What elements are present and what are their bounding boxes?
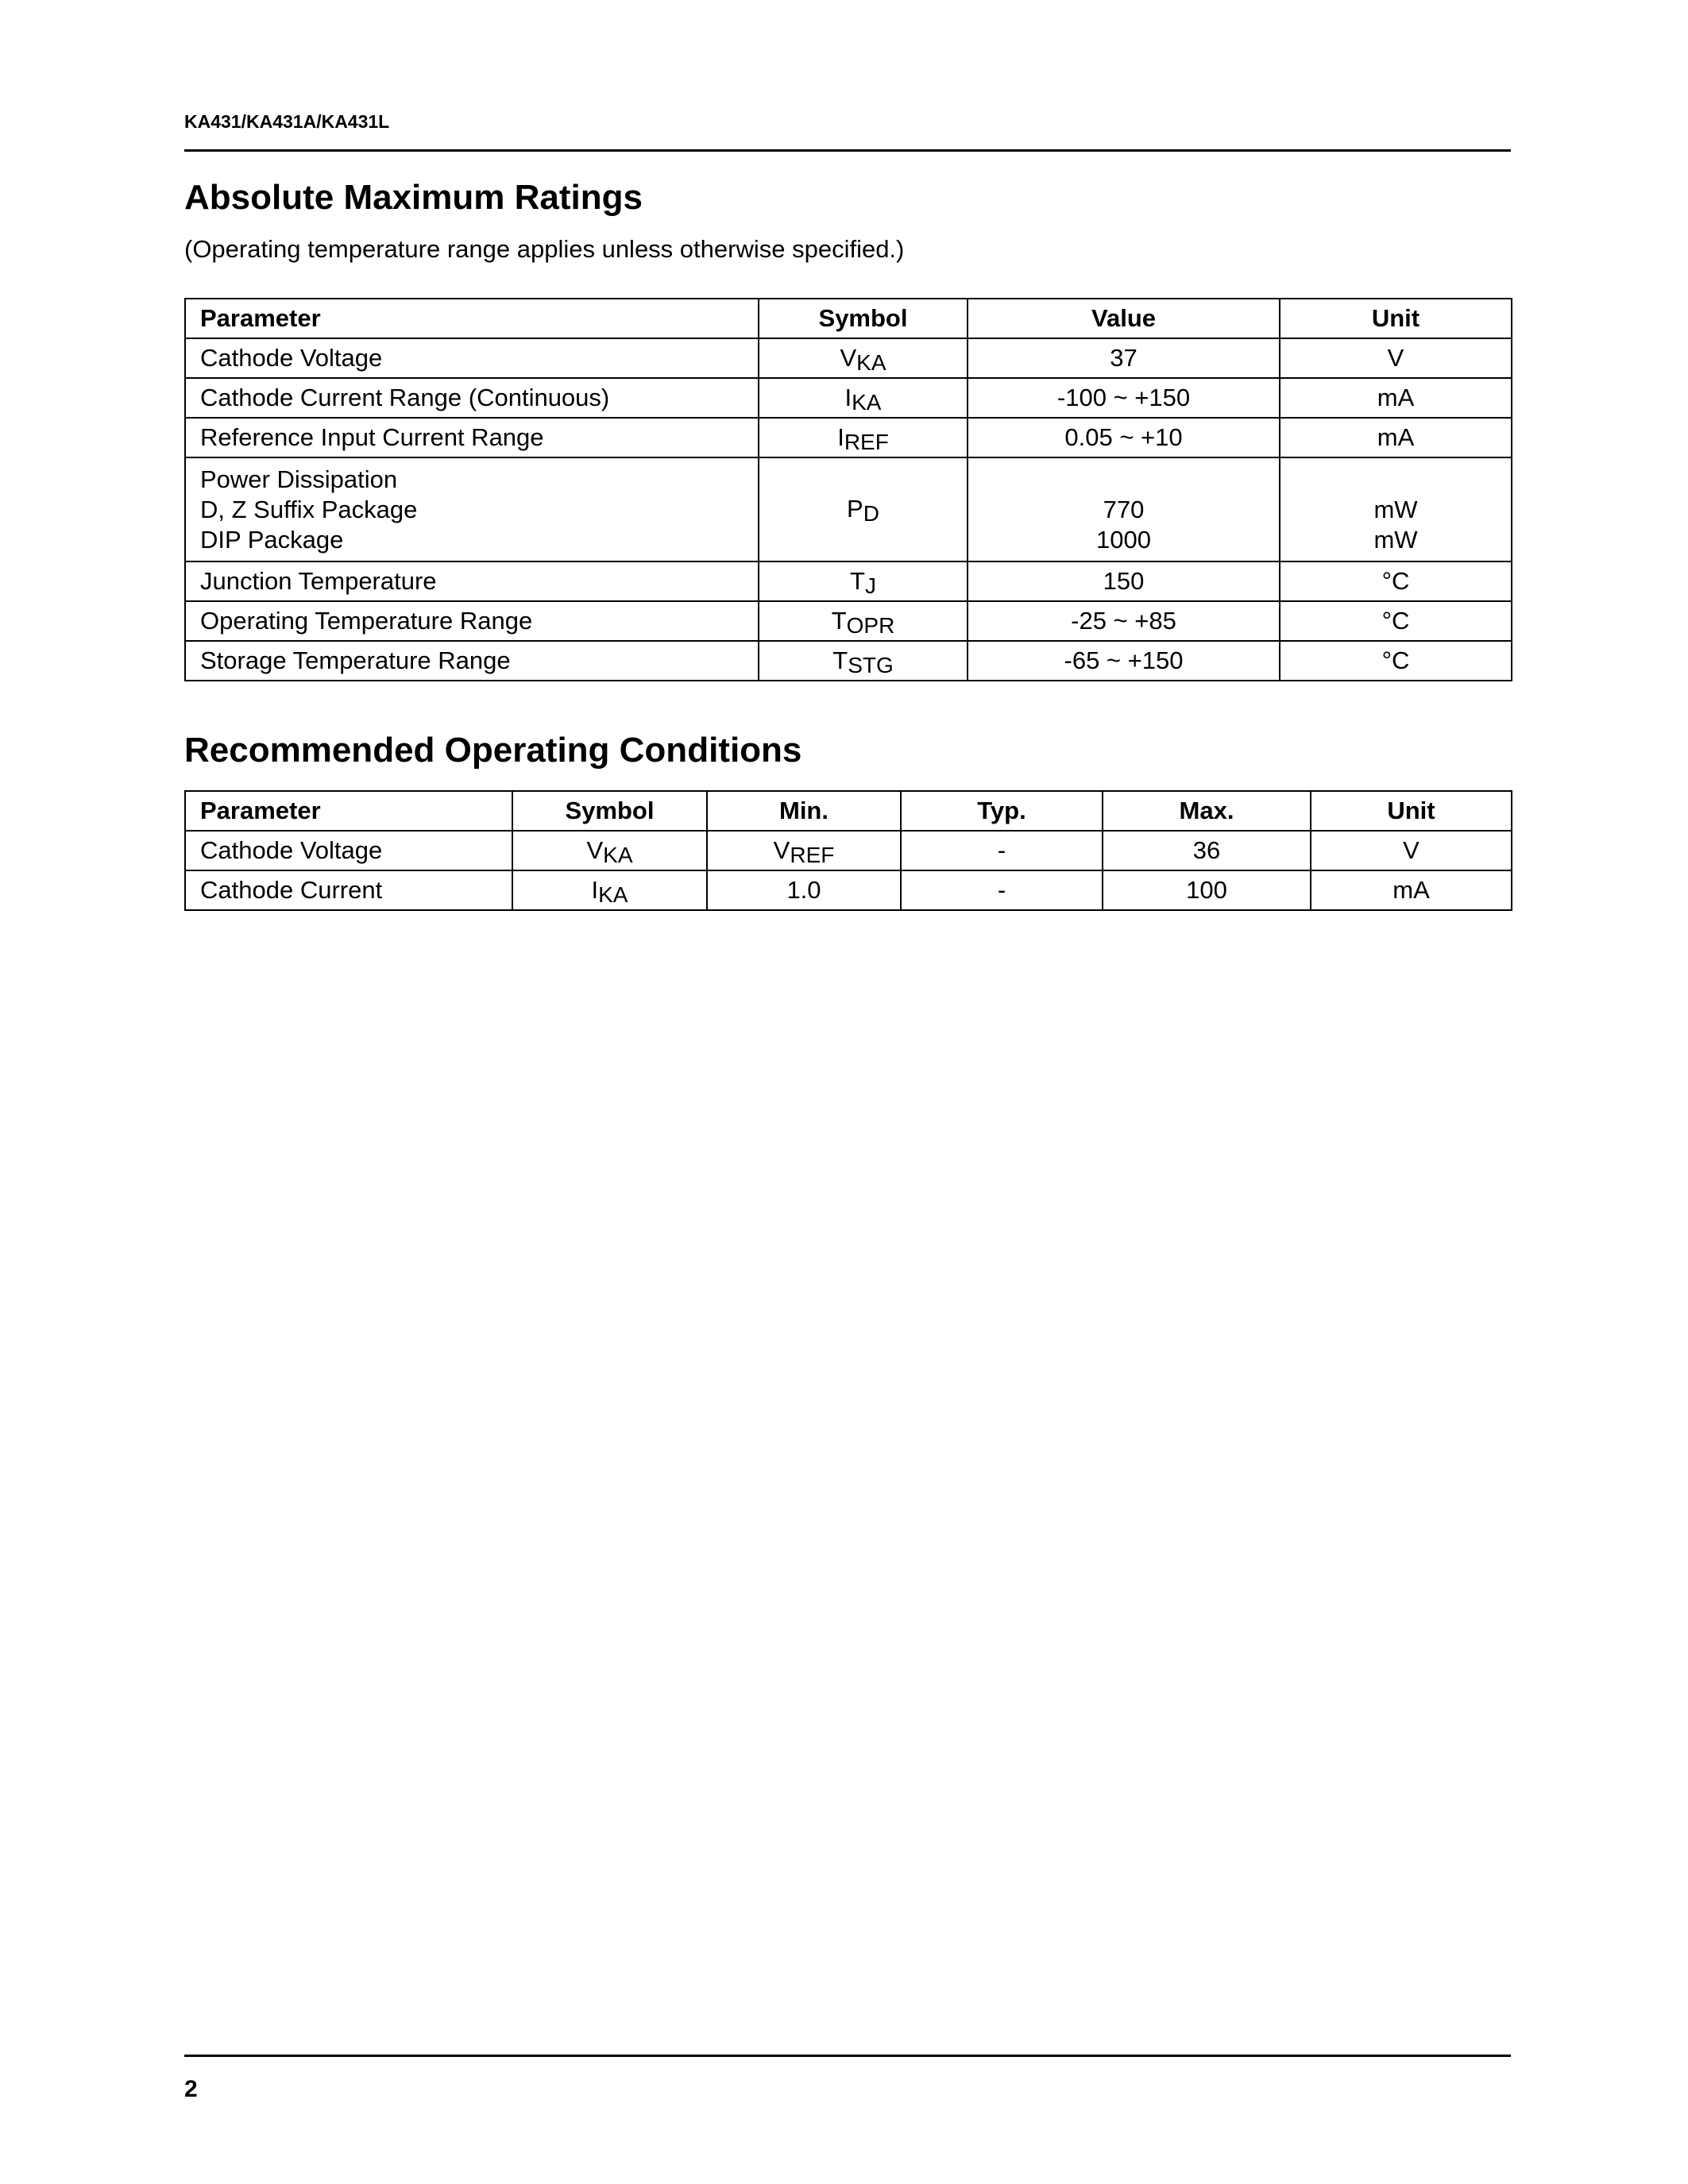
symbol (831, 606, 895, 638)
symbol-subscript: J (864, 573, 876, 598)
unit-cell (1280, 457, 1512, 561)
value-cell (968, 418, 1280, 457)
parameter-cell (185, 601, 759, 641)
symbol-cell (759, 561, 968, 601)
column-header: Max. (1103, 791, 1311, 831)
column-header: Unit (1280, 299, 1512, 338)
typ-cell (901, 831, 1103, 870)
max-value: 100 (1186, 876, 1227, 904)
section-title-recommended-operating-conditions: Recommended Operating Conditions (184, 731, 802, 770)
symbol-subscript: KA (852, 389, 882, 415)
table-row (185, 378, 1512, 418)
parameter-label: Cathode Voltage (200, 836, 383, 864)
value-cell (968, 561, 1280, 601)
symbol (832, 646, 894, 677)
table-row (185, 338, 1512, 378)
unit: °C (1381, 567, 1410, 595)
parameter-cell (185, 641, 759, 681)
value-cell (968, 641, 1280, 681)
unit-cell (1280, 561, 1512, 601)
symbol-cell (759, 378, 968, 418)
symbol-subscript: REF (844, 429, 889, 454)
symbol (773, 835, 835, 867)
parameter-label: Cathode Voltage (200, 344, 383, 372)
column-header: Parameter (185, 299, 759, 338)
column-header: Unit (1311, 791, 1512, 831)
absolute-maximum-ratings-table (184, 298, 1512, 681)
unit: °C (1381, 607, 1410, 635)
value: -100 ~ +150 (1056, 384, 1191, 411)
value: -65 ~ +150 (1064, 646, 1184, 674)
symbol-cell (759, 641, 968, 681)
parameter-label: Cathode Current Range (Continuous) (200, 384, 610, 411)
header-rule (184, 149, 1511, 152)
value: 37 (1110, 344, 1138, 372)
value: 150 (1103, 567, 1145, 595)
table-row (185, 418, 1512, 457)
table-row (185, 831, 1512, 870)
unit: mA (1393, 876, 1430, 904)
column-header: Parameter (185, 791, 512, 831)
document-header: KA431/KA431A/KA431L (184, 111, 390, 132)
table-row (185, 457, 1512, 561)
section-subtitle: (Operating temperature range applies unless otherwise specified.) (184, 235, 905, 263)
value-cell (968, 338, 1280, 378)
symbol-subscript: KA (856, 349, 886, 375)
parameter-label: Operating Temperature Range (200, 607, 533, 635)
unit: mW (1373, 495, 1418, 523)
page-number: 2 (184, 2076, 198, 2102)
parameter-label: Junction Temperature (200, 567, 437, 595)
table-row (185, 601, 1512, 641)
symbol-main: T (832, 646, 848, 674)
symbol-main: I (591, 875, 599, 904)
column-header: Value (968, 299, 1280, 338)
unit-cell (1311, 831, 1512, 870)
parameter-cell (185, 378, 759, 418)
symbol-cell (759, 457, 968, 561)
max-cell (1103, 831, 1311, 870)
parameter-cell (185, 457, 759, 561)
value-cell (968, 457, 1280, 561)
unit: V (1403, 836, 1420, 864)
unit: mA (1377, 384, 1415, 411)
typ-cell (901, 870, 1103, 910)
footer-rule (184, 2055, 1511, 2057)
unit: mW (1373, 525, 1418, 554)
symbol-main: V (586, 835, 604, 864)
column-header: Typ. (901, 791, 1103, 831)
symbol-subscript: KA (598, 882, 628, 907)
unit-cell (1280, 641, 1512, 681)
symbol-main: I (844, 383, 852, 411)
min-value: 1.0 (786, 876, 821, 904)
unit-cell (1280, 601, 1512, 641)
symbol (850, 566, 876, 598)
symbol-cell (759, 601, 968, 641)
parameter-label: Cathode Current (200, 876, 383, 904)
column-header: Min. (707, 791, 901, 831)
parameter-cell (185, 418, 759, 457)
column-header: Symbol (512, 791, 707, 831)
parameter-cell (185, 870, 512, 910)
symbol (837, 423, 889, 454)
symbol-cell (512, 831, 707, 870)
parameter-label: DIP Package (200, 525, 344, 554)
value: -25 ~ +85 (1071, 607, 1176, 635)
unit: mA (1377, 423, 1415, 451)
table-row (185, 561, 1512, 601)
symbol-subscript: REF (790, 842, 835, 867)
symbol-main: T (831, 606, 847, 635)
table-header-row (185, 791, 1512, 831)
unit-cell (1280, 418, 1512, 457)
symbol (586, 835, 633, 867)
value: 770 (1103, 495, 1145, 523)
symbol (844, 383, 882, 415)
value: 0.05 ~ +10 (1064, 423, 1183, 451)
unit-cell (1280, 378, 1512, 418)
parameter-label: Reference Input Current Range (200, 423, 544, 451)
max-cell (1103, 870, 1311, 910)
table-header-row (185, 299, 1512, 338)
unit-cell (1311, 870, 1512, 910)
symbol (847, 495, 879, 526)
typ-value: - (997, 876, 1006, 904)
symbol-main: V (773, 835, 790, 864)
min-cell (707, 870, 901, 910)
table-row (185, 870, 1512, 910)
parameter-cell (185, 561, 759, 601)
symbol (591, 875, 628, 907)
value-cell (968, 378, 1280, 418)
symbol-subscript: STG (848, 652, 894, 677)
column-header: Symbol (759, 299, 968, 338)
recommended-operating-conditions-table (184, 790, 1512, 911)
symbol-subscript: OPR (846, 612, 895, 638)
symbol-cell (512, 870, 707, 910)
symbol-main: I (837, 423, 844, 451)
parameter-label: D, Z Suffix Package (200, 495, 418, 523)
symbol-subscript: KA (603, 842, 633, 867)
parameter-cell (185, 831, 512, 870)
table-row (185, 641, 1512, 681)
typ-value: - (997, 836, 1006, 864)
symbol-subscript: D (863, 501, 879, 526)
unit: V (1387, 344, 1404, 372)
min-cell (707, 831, 901, 870)
unit: °C (1381, 646, 1410, 674)
symbol-cell (759, 418, 968, 457)
symbol-main: V (840, 343, 857, 372)
symbol-cell (759, 338, 968, 378)
value-cell (968, 601, 1280, 641)
symbol-main: P (847, 495, 863, 523)
parameter-cell (185, 338, 759, 378)
unit-cell (1280, 338, 1512, 378)
symbol-main: T (850, 566, 865, 595)
section-title-absolute-maximum-ratings: Absolute Maximum Ratings (184, 178, 643, 217)
parameter-label: Power Dissipation (200, 465, 398, 493)
symbol (840, 343, 886, 375)
value: 1000 (1096, 525, 1151, 554)
max-value: 36 (1192, 836, 1221, 864)
parameter-label: Storage Temperature Range (200, 646, 511, 674)
